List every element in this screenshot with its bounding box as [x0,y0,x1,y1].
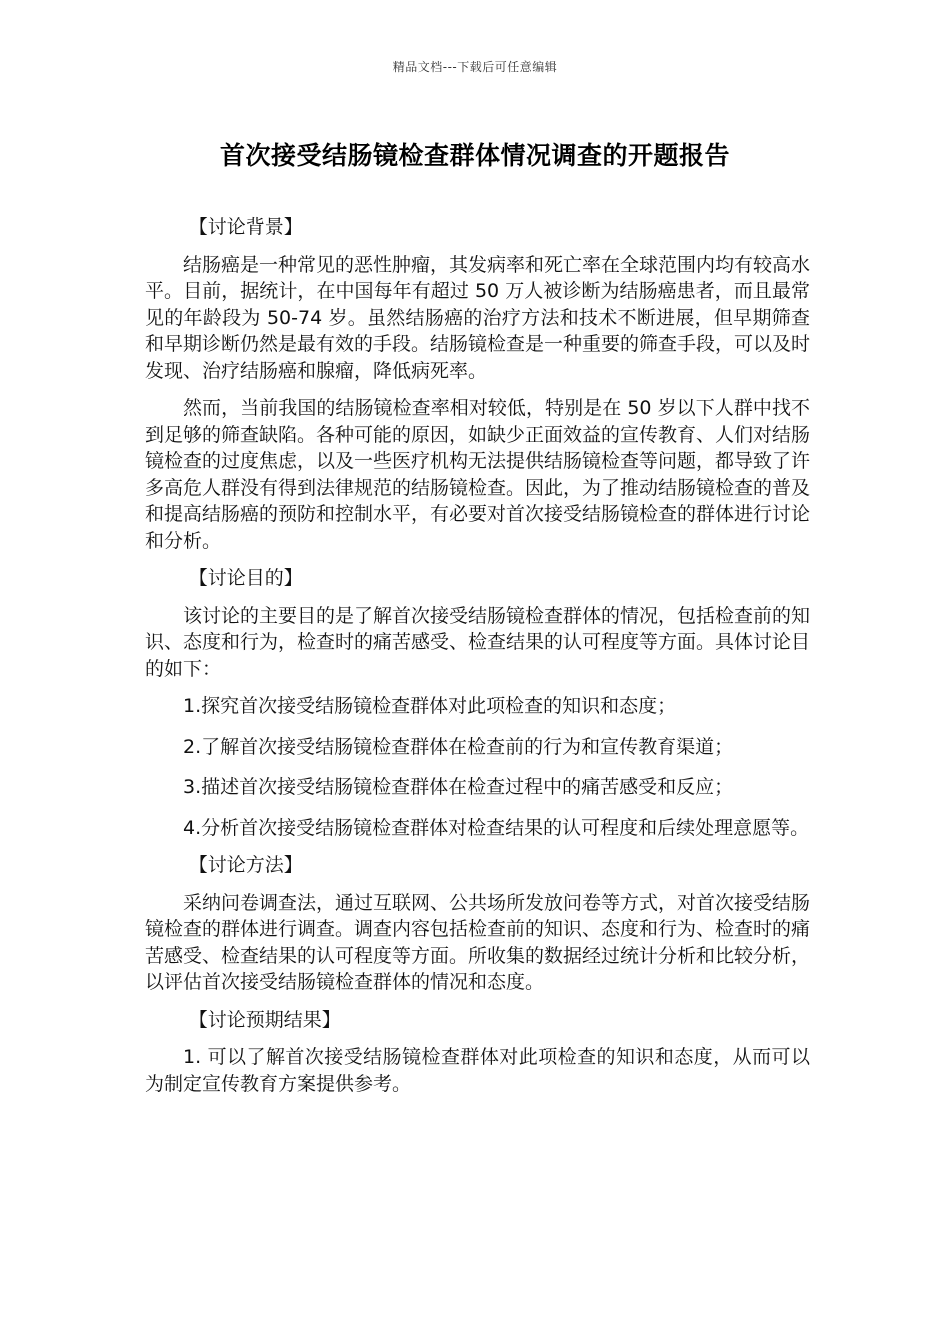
paragraph-background-2: 然而，当前我国的结肠镜检查率相对较低，特别是在 50 岁以下人群中找不到足够的筛查缺陷。各种可能的原因，如缺少正面效益的宣传教育、人们对结肠镜检查的过度焦虑，以及一些医疗机构无法提供结肠镜检查等问题，都导致了许多高危人群没有得到法律规范的结肠镜检查。因此，为了推动结肠镜检查的普及和提高结肠癌的预防和控制水平，有必要对首次接受结肠镜检查的群体进行讨论和分析。 [145,397,811,552]
paragraph-purpose-1: 该讨论的主要目的是了解首次接受结肠镜检查群体的情况，包括检查前的知识、态度和行为，检查时的痛苦感受、检查结果的认可程度等方面。具体讨论目的如下： [145,604,811,680]
section-heading-method: 【讨论方法】 [188,854,303,876]
page-title: 首次接受结肠镜检查群体情况调查的开题报告 [219,141,730,170]
paragraph-expected-1: 1. 可以了解首次接受结肠镜检查群体对此项检查的知识和态度，从而可以为制定宣传教育方案提供参考。 [145,1046,810,1095]
document-body [145,214,810,1108]
paragraph-background-1: 结肠癌是一种常见的恶性肿瘤，其发病率和死亡率在全球范围内均有较高水平。目前，据统计，在中国每年有超过 50 万人被诊断为结肠癌患者，而且最常见的年龄段为 50-74 岁。虽然结肠癌的治疗方法和技术不断进展，但早期筛查和早期诊断仍然是最有效的手段。结肠镜检查是一种重要的筛查手段，可以及时发现、治疗结肠癌和腺瘤，降低病死率。 [145,253,811,382]
section-heading-expected: 【讨论预期结果】 [188,1008,341,1031]
list-item: 2.了解首次接受结肠镜检查群体在检查前的行为和宣传教育渠道； [183,735,734,758]
list-item: 4.分析首次接受结肠镜检查群体对检查结果的认可程度和后续处理意愿等。 [183,816,810,839]
paragraph-method-1: 采纳问卷调查法，通过互联网、公共场所发放问卷等方式，对首次接受结肠镜检查的群体进行调查。调查内容包括检查前的知识、态度和行为、检查时的痛苦感受、检查结果的认可程度等方面。所收集的数据经过统计分析和比较分析，以评估首次接受结肠镜检查群体的情况和态度。 [145,891,811,993]
list-item: 1.探究首次接受结肠镜检查群体对此项检查的知识和态度； [183,695,677,717]
list-item: 3.描述首次接受结肠镜检查群体在检查过程中的痛苦感受和反应； [183,776,734,798]
section-heading-background: 【讨论背景】 [188,216,303,238]
header-note: 精品文档---下载后可任意编辑 [392,60,558,74]
section-heading-purpose: 【讨论目的】 [188,567,303,589]
